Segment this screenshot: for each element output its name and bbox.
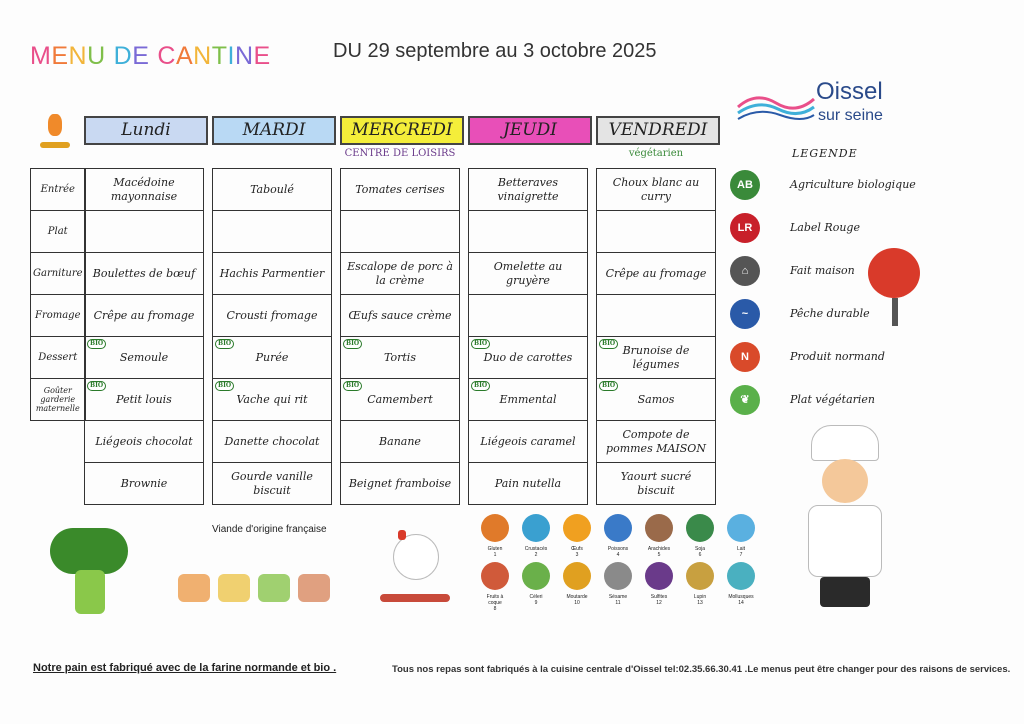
menu-cell (85, 463, 204, 505)
title-letter: U (87, 42, 106, 70)
menu-cell (213, 169, 332, 211)
allergen-number: 8 (493, 606, 497, 612)
title-letter: A (175, 42, 194, 70)
menu-cell (469, 211, 588, 253)
allergen-item (562, 514, 592, 558)
allergen-item (521, 514, 551, 558)
allergen-number: 11 (615, 600, 621, 606)
menu-item-text: Purée (255, 350, 289, 364)
allergen-label (644, 594, 674, 606)
menu-cell (469, 421, 588, 463)
menu-cell (469, 337, 588, 379)
menu-cell (341, 421, 460, 463)
menu-item-text: Hachis Parmentier (219, 266, 325, 280)
label-rouge-icon: LR (730, 213, 760, 243)
legend-item (730, 385, 930, 419)
allergen-label (644, 546, 674, 558)
title-letter: E (132, 42, 150, 70)
allergen-icon (686, 514, 714, 542)
tomato-mascot-icon (868, 248, 922, 330)
broccoli-mascot-icon (50, 528, 130, 618)
menu-item-text: Banane (379, 434, 421, 448)
menu-cell (341, 379, 460, 421)
allergen-name: Arachides (647, 546, 671, 552)
bio-badge-icon: BIO (471, 339, 490, 349)
day-note-2: CENTRE DE LOISIRS (344, 148, 456, 159)
day-column-4 (596, 168, 716, 505)
allergen-item (685, 514, 715, 558)
menu-cell (213, 211, 332, 253)
allergen-item (644, 562, 674, 612)
menu-item-text: Crêpe au fromage (605, 266, 707, 280)
brand-name: Oissel (816, 78, 883, 105)
chicken-skateboard-icon (380, 526, 452, 606)
allergen-item (644, 514, 674, 558)
row-label: Entrée (31, 169, 86, 211)
menu-item-text: Petit louis (116, 392, 172, 406)
menu-cell (85, 295, 204, 337)
allergen-label (685, 546, 715, 558)
title-letter: N (68, 42, 88, 70)
menu-item-text: Samos (637, 392, 675, 406)
allergen-grid (480, 514, 770, 612)
day-header-3: JEUDI (468, 116, 592, 145)
menu-cell (597, 337, 716, 379)
menu-item-text: Pain nutella (494, 476, 562, 490)
legend-label: Pêche durable (790, 307, 870, 320)
menu-item-text: Escalope de porc à la crème (347, 259, 453, 287)
menu-item-text: Taboulé (250, 182, 294, 196)
bio-badge-icon: BIO (599, 339, 618, 349)
menu-cell (597, 295, 716, 337)
menu-item-text: Semoule (119, 350, 169, 364)
day-column-3 (468, 168, 588, 505)
legend-item (730, 213, 930, 247)
bio-badge-icon: BIO (87, 339, 106, 349)
allergen-label (562, 594, 592, 606)
vegetable-mascot-icon (40, 108, 70, 150)
bio-badge-icon: BIO (215, 381, 234, 391)
menu-item-text: Macédoine mayonnaise (110, 175, 178, 203)
title-letter: N (234, 42, 254, 70)
allergen-number: 2 (534, 552, 538, 558)
oissel-logo (736, 80, 916, 130)
river-waves-icon (736, 85, 816, 125)
menu-cell (341, 295, 460, 337)
title-letter: D (113, 42, 133, 70)
menu-cell (213, 379, 332, 421)
bio-badge-icon: BIO (599, 381, 618, 391)
allergen-label (603, 546, 633, 558)
children-eating-icon (178, 574, 330, 602)
menu-item-text: Crêpe au fromage (93, 308, 195, 322)
allergen-item (685, 562, 715, 612)
bio-badge-icon: BIO (343, 339, 362, 349)
menu-cell (597, 379, 716, 421)
allergen-label (685, 594, 715, 606)
allergen-number: 12 (656, 600, 662, 606)
row-label: Plat (31, 211, 86, 253)
allergen-icon (481, 562, 509, 590)
allergen-name: Lupin (693, 594, 707, 600)
menu-item-text: Beignet framboise (348, 476, 452, 490)
bio-badge-icon: BIO (343, 381, 362, 391)
allergen-label (480, 546, 510, 558)
bio-badge-icon: BIO (471, 381, 490, 391)
menu-cell (469, 169, 588, 211)
menu-item-text: Omelette au gruyère (493, 259, 563, 287)
menu-cell (85, 379, 204, 421)
row-label: Fromage (31, 295, 86, 337)
menu-cell (597, 463, 716, 505)
allergen-number: 3 (575, 552, 579, 558)
menu-item-text: Vache qui rit (236, 392, 308, 406)
allergen-name: Céleri (529, 594, 543, 600)
legend-label: Produit normand (790, 350, 885, 363)
ab-logo-icon: AB (730, 170, 760, 200)
bread-note: Notre pain est fabriqué avec de la farine normande et bio . (33, 662, 337, 674)
row-label: Dessert (31, 337, 86, 379)
menu-item-text: Tomates cerises (355, 182, 445, 196)
menu-item-text: Boulettes de bœuf (92, 266, 196, 280)
allergen-number: 9 (534, 600, 538, 606)
allergen-item (726, 562, 756, 612)
allergen-item (562, 562, 592, 612)
menu-item-text: Camembert (367, 392, 433, 406)
allergen-label (562, 546, 592, 558)
legend-item (730, 170, 930, 204)
allergen-label (726, 546, 756, 558)
allergen-name: Fruits à coque (486, 594, 504, 606)
menu-cell (85, 253, 204, 295)
title-letter: C (157, 42, 176, 70)
menu-cell (597, 421, 716, 463)
menu-cell (85, 169, 204, 211)
menu-item-text: Emmental (499, 392, 557, 406)
allergen-icon (481, 514, 509, 542)
fait-maison-icon: ⌂ (730, 256, 760, 286)
allergen-name: Poissons (607, 546, 629, 552)
allergen-icon (563, 514, 591, 542)
day-header-0: Lundi (84, 116, 208, 145)
allergen-icon (727, 514, 755, 542)
allergen-name: Sulfites (650, 594, 668, 600)
allergen-name: Moutarde (566, 594, 588, 600)
allergen-item (603, 562, 633, 612)
menu-item-text: Betteraves vinaigrette (497, 175, 559, 203)
title-letter: M (30, 42, 52, 70)
menu-cell (341, 253, 460, 295)
menu-cell (213, 337, 332, 379)
allergen-number: 5 (657, 552, 661, 558)
menu-cell (213, 463, 332, 505)
allergen-icon (604, 514, 632, 542)
allergen-label (480, 594, 510, 612)
menu-item-text: Tortis (384, 350, 416, 364)
menu-cell (85, 337, 204, 379)
allergen-item (603, 514, 633, 558)
allergen-name: Sésame (608, 594, 628, 600)
day-column-0 (84, 168, 204, 505)
plat-vegetarien-icon: ❦ (730, 385, 760, 415)
allergen-number: 6 (698, 552, 702, 558)
origin-note: Viande d'origine française (212, 524, 327, 535)
allergen-icon (563, 562, 591, 590)
allergen-icon (604, 562, 632, 590)
day-column-1 (212, 168, 332, 505)
day-header-4: VENDREDI (596, 116, 720, 145)
menu-cell (469, 379, 588, 421)
legend-item (730, 342, 930, 376)
title-letter: T (211, 42, 228, 70)
menu-item-text: Crousti fromage (226, 308, 318, 322)
menu-item-text: Danette chocolat (224, 434, 320, 448)
menu-item-text: Choux blanc au curry (612, 175, 700, 203)
allergen-item (480, 514, 510, 558)
menu-item-text: Yaourt sucré biscuit (620, 469, 692, 497)
allergen-label (726, 594, 756, 606)
menu-cell (341, 463, 460, 505)
allergen-label (521, 546, 551, 558)
allergen-number: 4 (616, 552, 620, 558)
legend-label: Agriculture biologique (790, 178, 916, 191)
legend-label: Fait maison (790, 264, 855, 277)
menu-item-text: Œufs sauce crème (348, 308, 452, 322)
menu-item-text: Gourde vanille biscuit (231, 469, 313, 497)
menu-cell (469, 253, 588, 295)
menu-dates: DU 29 septembre au 3 octobre 2025 (333, 40, 657, 62)
menu-item-text: Liégeois caramel (480, 434, 576, 448)
menu-cell (341, 169, 460, 211)
allergen-label (603, 594, 633, 606)
allergen-icon (645, 514, 673, 542)
title-letter: E (51, 42, 69, 70)
legend-title: LEGENDE (792, 147, 858, 160)
peche-durable-icon: ~ (730, 299, 760, 329)
title-letter: N (193, 42, 212, 70)
row-label: Garniture (31, 253, 86, 295)
allergen-name: Crustacés (524, 546, 548, 552)
legend-label: Plat végétarien (790, 393, 876, 406)
legend-label: Label Rouge (790, 221, 860, 234)
menu-cell (341, 211, 460, 253)
allergen-icon (727, 562, 755, 590)
bio-badge-icon: BIO (215, 339, 234, 349)
title-letter: E (253, 42, 271, 70)
allergen-number: 14 (738, 600, 744, 606)
menu-title (30, 42, 271, 71)
menu-item-text: Compote de pommes MAISON (606, 427, 706, 455)
allergen-number: 10 (574, 600, 580, 606)
allergen-item (521, 562, 551, 612)
day-header-2: MERCREDI (340, 116, 464, 145)
allergen-name: Lait (736, 546, 746, 552)
menu-cell (469, 295, 588, 337)
kitchen-info: Tous nos repas sont fabriqués à la cuisine centrale d'Oissel tel:02.35.66.30.41 .Le menus peut être changer pour des raisons de services. (392, 664, 1011, 675)
allergen-icon (522, 562, 550, 590)
brand-sub: sur seine (818, 107, 883, 124)
day-note-4: végétarien (628, 148, 684, 159)
menu-cell (213, 421, 332, 463)
menu-cell (597, 211, 716, 253)
day-column-2 (340, 168, 460, 505)
allergen-number: 7 (739, 552, 743, 558)
allergen-icon (645, 562, 673, 590)
title-letter: I (227, 42, 235, 70)
menu-cell (341, 337, 460, 379)
menu-item-text: Brownie (120, 476, 168, 490)
allergen-name: Mollusques (728, 594, 754, 600)
menu-cell (469, 463, 588, 505)
menu-cell (213, 253, 332, 295)
allergen-icon (686, 562, 714, 590)
allergen-number: 1 (493, 552, 497, 558)
allergen-icon (522, 514, 550, 542)
menu-cell (85, 211, 204, 253)
menu-cell (213, 295, 332, 337)
menu-cell (597, 253, 716, 295)
bio-badge-icon: BIO (87, 381, 106, 391)
chef-mascot-icon (790, 425, 900, 610)
menu-cell (597, 169, 716, 211)
row-labels-table (30, 168, 86, 421)
row-label: Goûter garderie maternelle (31, 379, 86, 421)
day-header-1: MARDI (212, 116, 336, 145)
allergen-name: Gluten (487, 546, 503, 552)
menu-item-text: Duo de carottes (483, 350, 573, 364)
allergen-item (726, 514, 756, 558)
menu-item-text: Liégeois chocolat (95, 434, 193, 448)
allergen-name: Soja (694, 546, 705, 552)
allergen-label (521, 594, 551, 606)
produit-normand-icon: N (730, 342, 760, 372)
allergen-number: 13 (697, 600, 703, 606)
allergen-name: Œufs (571, 546, 583, 552)
menu-item-text: Brunoise de légumes (622, 343, 690, 371)
allergen-item (480, 562, 510, 612)
menu-cell (85, 421, 204, 463)
